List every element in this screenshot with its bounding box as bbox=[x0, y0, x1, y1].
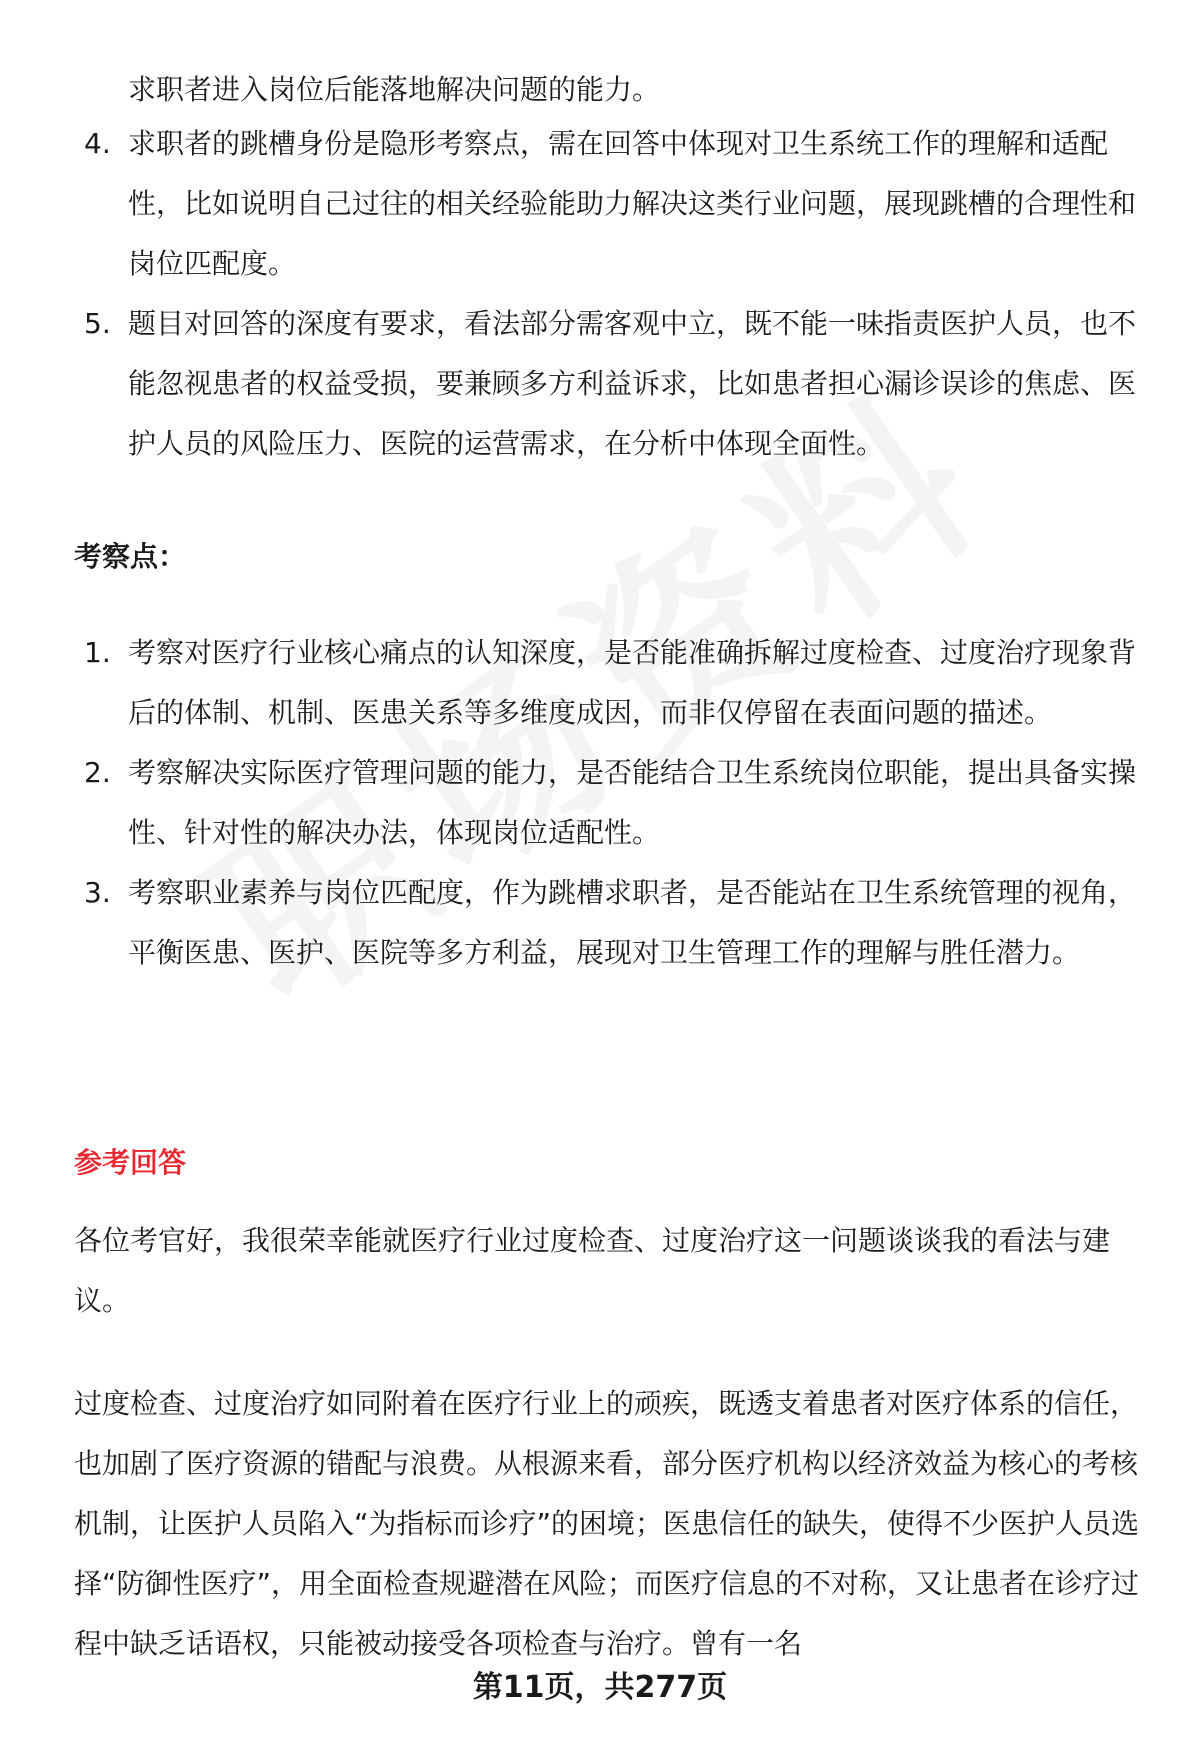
list-number: 4. bbox=[84, 127, 111, 160]
exam-points-list bbox=[0, 623, 1200, 983]
list-item-text: 题目对回答的深度有要求，看法部分需客观中立，既不能一味指责医护人员，也不能忽视患者的权益受损，要兼顾多方利益诉求，比如患者担心漏诊误诊的焦虑、医护人员的风险压力、医院的运营需求，在分析中体现全面性。 bbox=[128, 307, 1137, 460]
points-list bbox=[0, 114, 1200, 474]
continuation-text: 求职者进入岗位后能落地解决问题的能力。 bbox=[128, 73, 661, 106]
list-item bbox=[0, 294, 1200, 474]
answer-paragraph: 各位考官好，我很荣幸能就医疗行业过度检查、过度治疗这一问题谈谈我的看法与建议。 bbox=[74, 1224, 1111, 1317]
list-item bbox=[0, 114, 1200, 294]
list-item bbox=[0, 863, 1200, 983]
list-number: 2. bbox=[84, 756, 111, 789]
list-item bbox=[0, 743, 1200, 863]
page-number-footer: 第11页，共277页 bbox=[472, 1670, 728, 1705]
list-item-text: 求职者的跳槽身份是隐形考察点，需在回答中体现对卫生系统工作的理解和适配性，比如说明自己过往的相关经验能助力解决这类行业问题，展现跳槽的合理性和岗位匹配度。 bbox=[128, 127, 1137, 280]
exam-points-heading: 考察点： bbox=[74, 540, 187, 573]
answer-paragraph: 过度检查、过度治疗如同附着在医疗行业上的顽疾，既透支着患者对医疗体系的信任，也加剧了医疗资源的错配与浪费。从根源来看，部分医疗机构以经济效益为核心的考核机制，让医护人员陷入“为指标而诊疗”的困境；医患信任的缺失，使得不少医护人员选择“防御性医疗”，用全面检查规避潜在风险；而医疗信息的不对称，又让患者在诊疗过程中缺乏话语权，只能被动接受各项检查与治疗。曾有一名 bbox=[74, 1387, 1140, 1660]
list-number: 1. bbox=[84, 636, 111, 669]
reference-answer-heading: 参考回答 bbox=[74, 1146, 187, 1179]
list-number: 5. bbox=[84, 307, 111, 340]
list-item-text: 考察职业素养与岗位匹配度，作为跳槽求职者，是否能站在卫生系统管理的视角，平衡医患、医护、医院等多方利益，展现对卫生管理工作的理解与胜任潜力。 bbox=[128, 876, 1137, 969]
list-item bbox=[0, 623, 1200, 743]
list-item-text: 考察对医疗行业核心痛点的认知深度，是否能准确拆解过度检查、过度治疗现象背后的体制、机制、医患关系等多维度成因，而非仅停留在表面问题的描述。 bbox=[128, 636, 1137, 729]
list-item-text: 考察解决实际医疗管理问题的能力，是否能结合卫生系统岗位职能，提出具备实操性、针对性的解决办法，体现岗位适配性。 bbox=[128, 756, 1137, 849]
list-number: 3. bbox=[84, 876, 111, 909]
